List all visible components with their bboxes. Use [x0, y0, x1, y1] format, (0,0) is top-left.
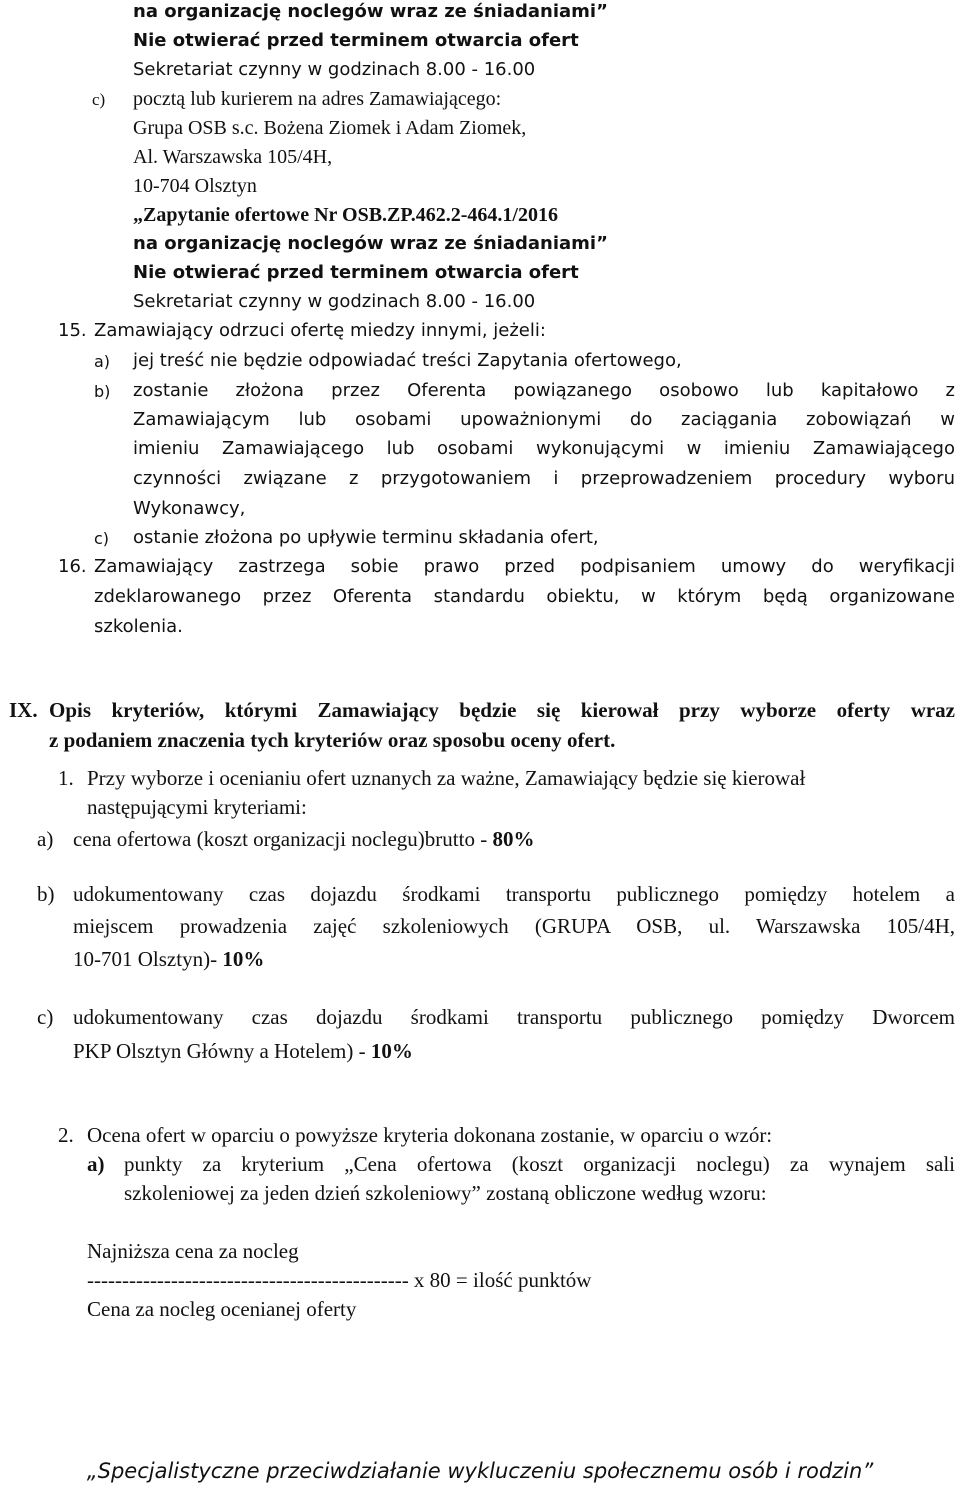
item-15-b-line-3: imieniu Zamawiającego lub osobami wykonującymi w imieniu Zamawiającego [133, 438, 955, 459]
item-16-number: 16. [58, 556, 87, 577]
item-16-line-1: Zamawiający zastrzega sobie prawo przed podpisaniem umowy do weryfikacji [94, 556, 955, 577]
formula-numerator: Najniższa cena za nocleg [87, 1239, 299, 1263]
reference-line-2: na organizację noclegów wraz ze śniadaniami” [133, 233, 608, 254]
criterion-c-line-2-text: PKP Olsztyn Główny a Hotelem) - [73, 1039, 371, 1063]
item-15-b-line-5: Wykonawcy, [133, 498, 246, 519]
criterion-b-marker: b) [37, 882, 55, 906]
reference-line-4: Sekretariat czynny w godzinach 8.00 - 16.00 [133, 291, 536, 312]
section-9-numeral: IX. [9, 698, 38, 722]
item-15-text: Zamawiający odrzuci ofertę miedzy innymi, jeżeli: [94, 320, 546, 341]
item-15-b-marker: b) [94, 382, 111, 401]
criterion-b-line-3 [73, 949, 264, 970]
reference-line-1: „Zapytanie ofertowe Nr OSB.ZP.462.2-464.1/2016 [133, 204, 558, 226]
point-2-a-marker: a) [87, 1152, 105, 1176]
item-15-c-marker: c) [94, 529, 110, 548]
top-c-marker: c) [92, 90, 106, 109]
top-c-text: pocztą lub kurierem na adres Zamawiającego: [133, 88, 502, 110]
criterion-b-weight: 10% [222, 947, 265, 971]
item-15-number: 15. [58, 320, 87, 341]
formula-denominator: Cena za nocleg ocenianej oferty [87, 1297, 357, 1321]
item-15-a-marker: a) [94, 352, 111, 371]
page-footer: „Specjalistyczne przeciwdziałanie wykluczeniu społecznemu osób i rodzin” [86, 1459, 874, 1483]
criterion-a [73, 829, 534, 850]
point-1-line-1: Przy wyborze i ocenianiu ofert uznanych za ważne, Zamawiający będzie się kierował [87, 766, 806, 790]
criterion-c-line-1: udokumentowany czas dojazdu środkami transportu publicznego pomiędzy Dworcem [73, 1005, 955, 1029]
criterion-c-line-2 [73, 1041, 413, 1062]
top-line-3: Sekretariat czynny w godzinach 8.00 - 16.00 [133, 59, 536, 80]
item-15-a-text: jej treść nie będzie odpowiadać treści Zapytania ofertowego, [133, 350, 682, 371]
criterion-a-weight: 80% [492, 827, 535, 851]
point-2-a-line-2: szkoleniowej za jeden dzień szkoleniowy” zostaną obliczone według wzoru: [124, 1181, 767, 1205]
criterion-c-marker: c) [37, 1005, 54, 1029]
reference-line-3: Nie otwierać przed terminem otwarcia ofert [133, 262, 579, 283]
top-line-2: Nie otwierać przed terminem otwarcia ofert [133, 30, 579, 51]
formula-divider: ---------------------------------------------- x 80 = ilość punktów [87, 1268, 592, 1292]
criterion-b-line-1: udokumentowany czas dojazdu środkami transportu publicznego pomiędzy hotelem a [73, 882, 955, 906]
item-15-b-line-1: zostanie złożona przez Oferenta powiązanego osobowo lub kapitałowo z [133, 380, 955, 401]
criterion-b-line-2: miejscem prowadzenia zajęć szkoleniowych (GRUPA OSB, ul. Warszawska 105/4H, [73, 914, 955, 938]
criterion-a-text: cena ofertowa (koszt organizacji noclegu)brutto - [73, 827, 493, 851]
point-1-line-2: następującymi kryteriami: [87, 795, 307, 819]
criterion-b-line-3-text: 10-701 Olsztyn)- [73, 947, 223, 971]
address-line-3: 10-704 Olsztyn [133, 175, 257, 197]
item-16-line-2: zdeklarowanego przez Oferenta standardu obiektu, w którym będą organizowane [94, 586, 955, 607]
address-line-1: Grupa OSB s.c. Bożena Ziomek i Adam Ziomek, [133, 117, 527, 139]
point-2-number: 2. [58, 1123, 74, 1147]
point-2-a-line-1: punkty za kryterium „Cena ofertowa (koszt organizacji noclegu) za wynajem sali [124, 1152, 955, 1176]
item-15-c-text: ostanie złożona po upływie terminu składania ofert, [133, 527, 599, 548]
address-line-2: Al. Warszawska 105/4H, [133, 146, 333, 168]
section-9-title-line-1: Opis kryteriów, którymi Zamawiający będzie się kierował przy wyborze oferty wraz [49, 698, 955, 722]
item-15-b-line-4: czynności związane z przygotowaniem i przeprowadzeniem procedury wyboru [133, 468, 955, 489]
criterion-a-marker: a) [37, 827, 54, 851]
item-15-b-line-2: Zamawiającym lub osobami upoważnionymi do zaciągania zobowiązań w [133, 409, 955, 430]
point-1-number: 1. [58, 766, 74, 790]
item-16-line-3: szkolenia. [94, 616, 183, 637]
point-2-text: Ocena ofert w oparciu o powyższe kryteria dokonana zostanie, w oparciu o wzór: [87, 1123, 773, 1147]
top-line-1: na organizację noclegów wraz ze śniadaniami” [133, 1, 608, 22]
section-9-title-line-2: z podaniem znaczenia tych kryteriów oraz sposobu oceny ofert. [49, 728, 616, 752]
criterion-c-weight: 10% [370, 1039, 413, 1063]
